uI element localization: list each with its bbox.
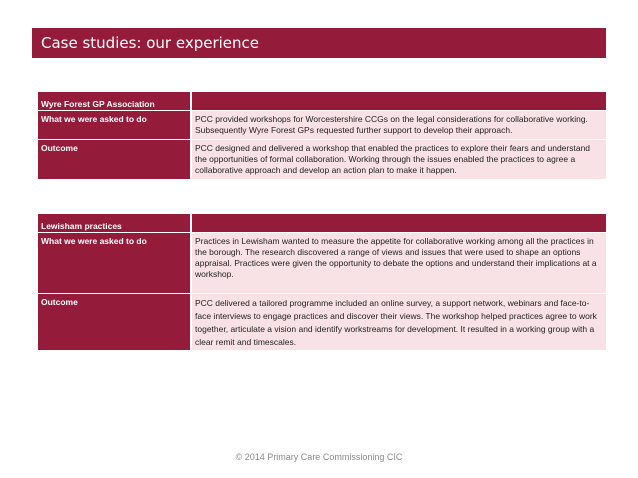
row-label: Outcome xyxy=(38,140,190,179)
table-header xyxy=(38,92,606,111)
case-study-table-lewisham xyxy=(38,214,606,351)
row-text: PCC delivered a tailored programme included an online survey, a support network, webinars and face-to-face interviews to engage practices and discover their views. The workshop helped practices agree to work together, articulate a vision and identify workstreams for development. It resulted in a working group with a clear remit and timescales. xyxy=(190,294,606,350)
table-row xyxy=(38,140,606,180)
table-row xyxy=(38,233,606,294)
page-title: Case studies: our experience xyxy=(32,28,606,58)
row-text: PCC provided workshops for Worcestershire CCGs on the legal considerations for collaborative working. Subsequently Wyre Forest GPs requested further support to develop their approach. xyxy=(190,111,606,139)
table-row xyxy=(38,294,606,351)
row-label: What we were asked to do xyxy=(38,111,190,139)
case-heading: Lewisham practices xyxy=(38,214,190,232)
row-label: Outcome xyxy=(38,294,190,350)
row-label: What we were asked to do xyxy=(38,233,190,293)
row-text: PCC designed and delivered a workshop that enabled the practices to explore their fears and understand the opportunities of formal collaboration. Working through the issues enabled the practices to agree a collaborative approach and develop an action plan to make it happen. xyxy=(190,140,606,179)
case-study-table-wyre-forest xyxy=(38,92,606,180)
copyright-footer: © 2014 Primary Care Commissioning CIC xyxy=(235,452,403,462)
case-heading: Wyre Forest GP Association xyxy=(38,92,190,110)
table-header xyxy=(38,214,606,233)
table-row xyxy=(38,111,606,140)
row-text: Practices in Lewisham wanted to measure the appetite for collaborative working among all the practices in the borough. The research discovered a range of views and issues that were used to shape an options appraisal. Practices were given the opportunity to debate the options and understand their implications at a workshop. xyxy=(190,233,606,293)
